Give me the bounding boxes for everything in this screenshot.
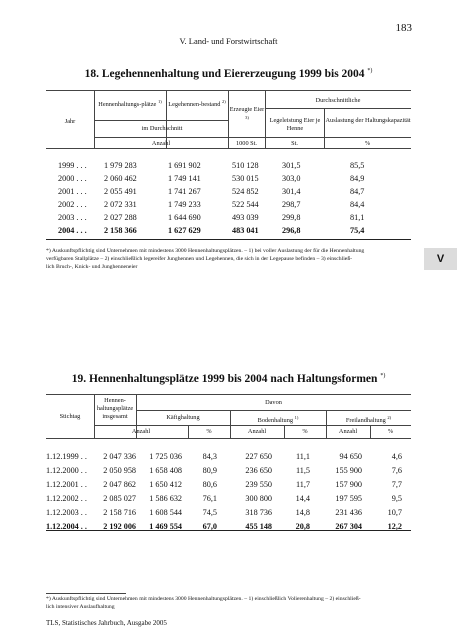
date-cell: 1.12.2004 . . bbox=[46, 522, 87, 531]
insgesamt-cell: 2 050 958 bbox=[103, 466, 136, 475]
legeleistung-cell: 299,8 bbox=[282, 213, 301, 222]
plaetze-cell: 2 072 331 bbox=[104, 200, 137, 209]
kaefig-pct-cell: 80,9 bbox=[202, 466, 217, 475]
table-19-top-rule bbox=[46, 394, 411, 395]
table-19-title: 19. Hennenhaltungsplätze 1999 bis 2004 nach Haltungsformen *) bbox=[71, 373, 386, 385]
col-freiland: Freilandhaltung $^{2)}$ bbox=[345, 415, 392, 425]
plaetze-cell: 2 027 288 bbox=[104, 213, 137, 222]
col-auslastung: Auslastung der Haltungskapazität bbox=[325, 117, 411, 124]
freiland-pct-cell: 12,2 bbox=[387, 522, 402, 531]
table-18-footnote: *) Auskunftspflichtig sind Unternehmen mit mindestens 3000 Hennenhaltungsplätzen. – 1) bei voller Auslastung der für die Hennenhaltung verfügbaren Stallplätze – 2) einschließlich legereifer Junghennen und Legehennen, die sich in der Legepause befinden – 3) einschließ- lich Bruch-, Knick- und Junghenneneier bbox=[46, 248, 365, 270]
col-boden: Bodenhaltung $^{1)}$ bbox=[257, 415, 299, 425]
boden-pct-cell: 14,4 bbox=[295, 494, 310, 503]
plaetze-cell: 1 979 283 bbox=[104, 161, 137, 170]
bestand-cell: 1 644 690 bbox=[168, 213, 201, 222]
boden-pct-cell: 11,1 bbox=[295, 452, 310, 461]
kaefig-pct-cell: 80,6 bbox=[202, 480, 217, 489]
legeleistung-cell: 296,8 bbox=[282, 226, 301, 235]
kaefig-pct-cell: 74,5 bbox=[202, 508, 217, 517]
eier-cell: 530 015 bbox=[232, 174, 259, 183]
freiland-pct-cell: 4,6 bbox=[391, 452, 402, 461]
kaefig-cell: 1 469 554 bbox=[149, 522, 182, 531]
col-stichtag: Stichtag bbox=[59, 413, 81, 420]
col-plaetze: Hennenhaltungs-plätze $^{1)}$ bbox=[98, 99, 162, 109]
section-tab[interactable]: V bbox=[424, 248, 457, 270]
col-bestand: Legehennen-bestand $^{2)}$ bbox=[168, 99, 226, 109]
unit-anzahl-1: Anzahl bbox=[131, 428, 151, 435]
freiland-cell: 155 900 bbox=[335, 466, 362, 475]
legeleistung-cell: 301,4 bbox=[282, 187, 301, 196]
freiland-cell: 94 650 bbox=[339, 452, 362, 461]
boden-pct-cell: 11,5 bbox=[295, 466, 310, 475]
freiland-pct-cell: 7,7 bbox=[391, 480, 402, 489]
freiland-cell: 267 304 bbox=[335, 522, 362, 531]
insgesamt-cell: 2 192 006 bbox=[103, 522, 136, 531]
kaefig-cell: 1 650 412 bbox=[149, 480, 182, 489]
bestand-cell: 1 627 629 bbox=[168, 226, 201, 235]
boden-cell: 318 736 bbox=[245, 508, 272, 517]
unit-pct-2: % bbox=[302, 428, 308, 435]
date-cell: 1.12.2002 . . bbox=[46, 494, 87, 503]
freiland-cell: 157 900 bbox=[335, 480, 362, 489]
footnote-separator bbox=[46, 593, 126, 594]
col-legeleistung: Legeleistung Eier je Henne bbox=[269, 117, 321, 132]
unit-anzahl-3: Anzahl bbox=[338, 428, 358, 435]
eier-cell: 524 852 bbox=[232, 187, 259, 196]
unit-pct: % bbox=[364, 140, 371, 147]
freiland-pct-cell: 9,5 bbox=[391, 494, 402, 503]
insgesamt-cell: 2 047 336 bbox=[103, 452, 136, 461]
freiland-cell: 197 595 bbox=[335, 494, 362, 503]
legeleistung-cell: 301,5 bbox=[282, 161, 301, 170]
boden-pct-cell: 14,8 bbox=[295, 508, 310, 517]
auslastung-cell: 84,9 bbox=[350, 174, 365, 183]
page-footer: TLS, Statistisches Jahrbuch, Ausgabe 2005 bbox=[46, 619, 167, 627]
unit-st: St. bbox=[291, 140, 298, 147]
page-number: 183 bbox=[395, 22, 412, 34]
freiland-pct-cell: 7,6 bbox=[391, 466, 402, 475]
bestand-cell: 1 749 233 bbox=[168, 200, 201, 209]
plaetze-cell: 2 060 462 bbox=[104, 174, 137, 183]
boden-cell: 239 550 bbox=[245, 480, 272, 489]
unit-1000st: 1000 St. bbox=[236, 140, 257, 147]
insgesamt-cell: 2 158 716 bbox=[103, 508, 136, 517]
freiland-pct-cell: 10,7 bbox=[387, 508, 402, 517]
boden-cell: 236 650 bbox=[245, 466, 272, 475]
auslastung-cell: 75,4 bbox=[350, 226, 365, 235]
col-davon: Davon bbox=[265, 399, 282, 406]
table-18-title: 18. Legehennenhaltung und Eiererzeugung 1999 bis 2004 *) bbox=[84, 68, 373, 80]
eier-cell: 522 544 bbox=[232, 200, 259, 209]
plaetze-cell: 2 055 491 bbox=[104, 187, 137, 196]
kaefig-cell: 1 658 408 bbox=[149, 466, 182, 475]
kaefig-cell: 1 608 544 bbox=[149, 508, 182, 517]
plaetze-cell: 2 158 366 bbox=[104, 226, 137, 235]
col-durchschnittlich: Durchschnittliche bbox=[315, 97, 361, 104]
bestand-cell: 1 741 267 bbox=[168, 187, 201, 196]
col-kaefig: Käfighaltung bbox=[166, 414, 200, 421]
kaefig-pct-cell: 84,3 bbox=[202, 452, 217, 461]
auslastung-cell: 81,1 bbox=[350, 213, 365, 222]
table-18-bottom-rule bbox=[46, 239, 411, 240]
auslastung-cell: 84,7 bbox=[350, 187, 365, 196]
boden-cell: 227 650 bbox=[245, 452, 272, 461]
eier-cell: 493 039 bbox=[232, 213, 259, 222]
unit-anzahl: Anzahl bbox=[151, 140, 171, 147]
col-eier: Erzeugte Eier $^{3)}$ bbox=[229, 106, 265, 120]
table-19-bottom-rule bbox=[46, 530, 411, 531]
bestand-cell: 1 691 902 bbox=[168, 161, 201, 170]
boden-cell: 455 148 bbox=[245, 522, 272, 531]
year-cell: 2003 . . . bbox=[58, 213, 87, 222]
unit-pct-3: % bbox=[387, 428, 394, 435]
year-cell: 2001 . . . bbox=[58, 187, 87, 196]
boden-pct-cell: 11,7 bbox=[295, 480, 310, 489]
kaefig-pct-cell: 76,1 bbox=[202, 494, 217, 503]
year-cell: 2004 . . . bbox=[58, 226, 87, 235]
date-cell: 1.12.2001 . . bbox=[46, 480, 87, 489]
col-insgesamt: Hennen-haltungsplätze insgesamt bbox=[96, 397, 134, 420]
date-cell: 1.12.1999 . . bbox=[46, 452, 87, 461]
insgesamt-cell: 2 085 027 bbox=[103, 494, 136, 503]
legeleistung-cell: 298,7 bbox=[282, 200, 301, 209]
kaefig-cell: 1 586 632 bbox=[149, 494, 182, 503]
year-cell: 2000 . . . bbox=[58, 174, 87, 183]
auslastung-cell: 84,4 bbox=[350, 200, 365, 209]
boden-cell: 300 800 bbox=[245, 494, 272, 503]
eier-cell: 483 041 bbox=[232, 226, 259, 235]
unit-anzahl-2: Anzahl bbox=[247, 428, 267, 435]
year-cell: 1999 . . . bbox=[58, 161, 87, 170]
auslastung-cell: 85,5 bbox=[350, 161, 365, 170]
unit-pct-1: % bbox=[206, 428, 212, 435]
freiland-cell: 231 436 bbox=[335, 508, 362, 517]
col-year: Jahr bbox=[64, 118, 76, 125]
insgesamt-cell: 2 047 862 bbox=[103, 480, 136, 489]
boden-pct-cell: 20,8 bbox=[295, 522, 310, 531]
table-19-footnote: *) Auskunftspflichtig sind Unternehmen mit mindestens 3000 Hennenhaltungsplätzen. – 1) einschließlich Volierenhaltung – 2) einschließ- lich intensiver Auslaufhaltung bbox=[46, 596, 361, 610]
section-header: V. Land- und Forstwirtschaft bbox=[179, 36, 278, 46]
eier-cell: 510 128 bbox=[232, 161, 259, 170]
date-cell: 1.12.2003 . . bbox=[46, 508, 87, 517]
kaefig-pct-cell: 67,0 bbox=[202, 522, 217, 531]
kaefig-cell: 1 725 036 bbox=[149, 452, 182, 461]
col-im-durchschnitt: im Durchschnitt bbox=[141, 125, 183, 132]
legeleistung-cell: 303,0 bbox=[282, 174, 301, 183]
date-cell: 1.12.2000 . . bbox=[46, 466, 87, 475]
year-cell: 2002 . . . bbox=[58, 200, 87, 209]
bestand-cell: 1 749 141 bbox=[168, 174, 201, 183]
